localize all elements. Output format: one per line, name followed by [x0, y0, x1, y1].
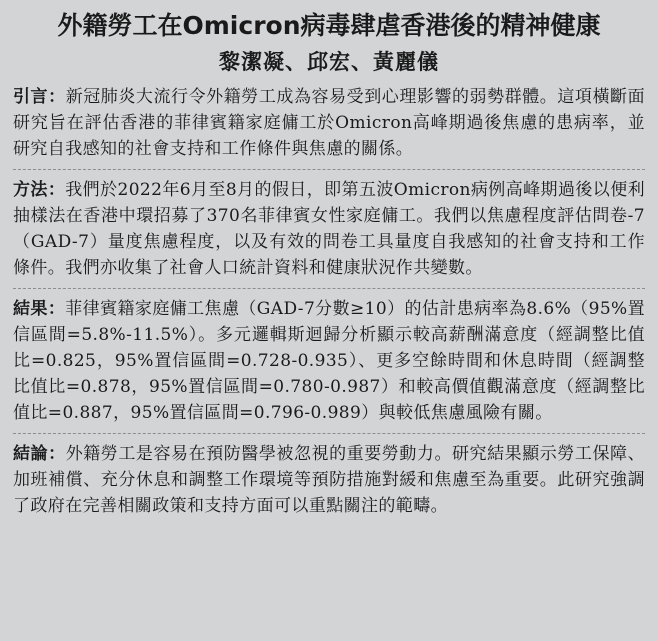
section-label: 結果： [13, 299, 66, 319]
section-results [13, 296, 645, 426]
section-text: 新冠肺炎大流行令外籍勞工成為容易受到心理影響的弱勢群體。這項橫斷面研究旨在評估香港的菲律賓籍家庭傭工於Omicron高峰期過後焦慮的患病率，並研究自我感知的社會支持和工作條件與焦慮的關係。 [13, 87, 646, 159]
section-methods [13, 177, 645, 281]
author-list: 黎潔凝、邱宏、黃麗儀 [219, 50, 439, 74]
section-introduction [13, 84, 645, 162]
section-divider [13, 433, 645, 434]
section-conclusion [13, 441, 645, 519]
section-text: 菲律賓籍家庭傭工焦慮（GAD-7分數≥10）的估計患病率為8.6%（95%置信區間=5.8%-11.5%）。多元邏輯斯迴歸分析顯示較高薪酬滿意度（經調整比值比=0.825，95%置信區間=0.728-0.935）、更多空餘時間和休息時間（經調整比值比=0.878，95%置信區間=0.780-0.987）和較高價值觀滿意度（經調整比值比=0.887，95%置信區間=0.796-0.989）與較低焦慮風險有關。 [13, 299, 645, 423]
section-divider [13, 288, 645, 289]
section-text: 我們於2022年6月至8月的假日，即第五波Omicron病例高峰期過後以便利抽樣法在香港中環招募了370名菲律賓女性家庭傭工。我們以焦慮程度評估問卷-7（GAD-7）量度焦慮程度，以及有效的問卷工具量度自我感知的社會支持和工作條件。我們亦收集了社會人口統計資料和健康狀況作共變數。 [13, 180, 646, 278]
article-title: 外籍勞工在Omicron病毒肆虐香港後的精神健康 [57, 11, 601, 40]
section-label: 方法： [13, 180, 66, 200]
section-text: 外籍勞工是容易在預防醫學被忽視的重要勞動力。研究結果顯示勞工保障、加班補償、充分休息和調整工作環境等預防措施對緩和焦慮至為重要。此研究強調了政府在完善相關政策和支持方面可以重點關注的範疇。 [13, 444, 646, 516]
section-label: 引言： [13, 87, 66, 107]
section-label: 結論： [13, 444, 66, 464]
section-divider [13, 169, 645, 170]
